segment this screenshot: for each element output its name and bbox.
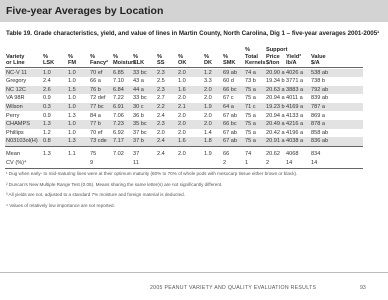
table-cell: 7.23 [113,121,124,128]
table-cell: 2.2 [157,103,165,110]
table-cell: 76 b [90,86,101,93]
variety-name: NC-V 11 [6,69,28,76]
table-cell: 67 c [223,95,234,102]
column-header: % [178,53,183,60]
table-cell: 6.92 [113,129,124,136]
table-cell: 4169 a [286,103,304,110]
table-cell: 70 ef [90,129,103,136]
table-row [5,94,363,103]
table-cell: 75 a [245,138,256,145]
column-header: LSK [43,60,55,67]
column-header: % [113,53,118,60]
table-cell: 0.9 [43,95,51,102]
column-header: % [90,53,95,60]
table-cell: 1.0 [68,129,76,136]
table-cell: 2.6 [43,86,51,93]
table-cell: 3.3 [204,78,212,85]
table-cell: 75 a [245,121,256,128]
table-cell: 20.49 a [266,121,285,128]
table-cell: 1.9 [204,103,212,110]
table-cell: 787 a [311,103,325,110]
table-cell: 20.91 a [266,138,285,145]
column-header: % [204,53,209,60]
table-cell: 7.10 [113,78,124,85]
stat-cell: 20.62 [266,150,280,157]
column-header: % [157,53,162,60]
table-cell: 2.4 [43,78,51,85]
stat-cell: 2 [223,159,227,166]
table-cell: 0.8 [43,138,51,145]
column-header: OK [178,60,187,67]
column-header: lb/A [286,60,297,67]
table-cell: 1.3 [43,121,51,128]
variety-name: Wilson [6,103,23,110]
column-header: SS [157,60,165,67]
column-header: Variety [6,53,25,60]
stat-cell: 4068 [286,150,299,157]
table-cell: 2.0 [178,95,186,102]
table-cell: 75 a [245,112,256,119]
page-title: Five-year Averages by Location [6,5,164,17]
table-cell: 33 bc [133,69,147,76]
column-header: Support [266,47,288,54]
column-header: % [133,53,138,60]
stat-cell: 75 [90,150,97,157]
table-cell: 20.90 a [266,69,285,76]
column-header: Fancy² [90,60,109,67]
table-cell: 2.0 [204,95,212,102]
table-cell: 2.4 [157,138,165,145]
footer-publication-title: 2005 PEANUT VARIETY AND QUALITY EVALUATION RESULTS [150,285,317,291]
table-cell: 869 a [311,112,325,119]
table-row [5,112,363,121]
table-cell: 37 b [133,138,144,145]
table-cell: 2.0 [178,69,186,76]
table-cell: 1.0 [68,78,76,85]
stat-cell: 14 [286,159,293,166]
stat-cell: 2 [266,159,270,166]
table-cell: 77 b [90,121,101,128]
variety-name: Perry [6,112,20,119]
table-cell: 19.34 b [266,78,285,85]
column-header: Price [266,53,280,60]
table-cell: 20.63 a [266,86,285,93]
table-cell: 1.0 [43,69,51,76]
cv-row [5,159,363,168]
footnote: ¹ Dug when early- to mid-maturing lines were at their optimum maturity (80% to 70% of whole pods with mesocarp tissue either brown or black). [6,171,298,177]
table-cell: 6.84 [113,86,124,93]
table-cell: 4026 a [286,69,304,76]
table-row [5,77,363,86]
table-cell: 64 a [223,103,234,110]
table-cell: 2.0 [178,112,186,119]
stat-cell: 1.1 [68,150,76,157]
stat-cell: 1.9 [204,150,212,157]
column-header: % [223,53,228,60]
column-header: DK [204,60,213,67]
table-cell: 7.06 [113,112,124,119]
table-cell: 792 ab [311,86,329,93]
column-header: $/A [311,60,320,67]
table-cell: 6.91 [113,103,124,110]
table-cell: 7.17 [113,138,124,145]
stat-cell: 14 [311,159,318,166]
footnote: ³ All yields are not, adjusted to a standard 7% moisture and foreign material is deducted. [6,192,186,198]
table-cell: 1.0 [68,121,76,128]
stat-cell: 66 [223,150,230,157]
table-cell: 2.1 [178,103,186,110]
stat-cell: 2.4 [157,150,165,157]
table-caption: Table 19. Grade characteristics, yield, and value of lines in Martin County, North Carolina, Dig 1 – five-year averages 2001-2005¹ [6,30,380,37]
table-cell: 1.6 [178,86,186,93]
column-header: Yield³ [286,53,302,60]
column-header: % [245,47,250,54]
table-row [5,120,363,129]
table-cell: 2.7 [157,95,165,102]
table-cell: 1.2 [43,129,51,136]
table-cell: 4196 a [286,129,304,136]
variety-name: VA 98R [6,95,25,102]
table-cell: 73 b [245,78,256,85]
stats-rule [5,146,363,147]
page-header-band [0,0,388,22]
column-header: or Line [6,60,25,67]
stat-cell: 7.02 [113,150,124,157]
table-cell: 1.0 [68,103,76,110]
table-cell: 74 a [245,69,256,76]
table-cell: 20.94 a [266,112,285,119]
column-header: SMK [223,60,236,67]
table-cell: 36 b [133,112,144,119]
table-cell: 20.42 a [266,129,285,136]
stat-cell: 1.3 [43,150,51,157]
table-cell: 66 bc [223,121,237,128]
table-cell: 878 a [311,121,325,128]
table-cell: 1.3 [68,112,76,119]
table-cell: 1.3 [68,138,76,145]
table-cell: 43 a [133,78,144,85]
table-cell: 60 d [223,78,234,85]
stat-cell: 2.0 [178,150,186,157]
footnote: ² Duncan's New Multiple Range Test (0.05). Means sharing the same letter(s) are not significantly different. [6,181,223,187]
table-cell: 538 ab [311,69,329,76]
table-cell: 2.0 [178,121,186,128]
table-row [5,103,363,112]
table-cell: 67 ab [223,138,237,145]
table-cell: 1.2 [204,69,212,76]
table-cell: 1.5 [68,86,76,93]
table-cell: 2.3 [157,121,165,128]
table-cell: 1.0 [68,95,76,102]
stat-cell: 11 [133,159,139,166]
table-cell: 69 ab [223,69,237,76]
table-cell: 4038 a [286,138,304,145]
table-cell: 66 bc [223,86,237,93]
variety-name: Gregory [6,78,27,85]
column-header: % [68,53,73,60]
table-cell: 70 ef [90,69,103,76]
table-cell: 44 a [133,86,144,93]
table-cell: 72 def [90,95,106,102]
stat-label: Mean [6,150,20,157]
table-row [5,129,363,138]
stat-cell: 1 [245,159,249,166]
column-header: Moisture [113,60,137,67]
table-cell: 738 b [311,78,325,85]
table-cell: 3883 a [286,86,304,93]
stat-cell: 37 [133,150,140,157]
table-cell: 75 a [245,129,256,136]
column-header: Kernels [245,60,266,67]
table-row [5,69,363,78]
table-cell: 84 a [90,112,101,119]
table-cell: 37 bc [133,129,147,136]
table-cell: 0.3 [43,103,51,110]
stat-cell: 834 [311,150,321,157]
column-header: FM [68,60,77,67]
table-cell: 71 c [245,103,256,110]
table-cell: 20.94 a [266,95,285,102]
table-cell: 0.9 [43,112,51,119]
table-cell: 2.4 [157,112,165,119]
table-cell: 2.0 [157,129,165,136]
variety-name: CHAMPS [6,121,30,128]
table-cell: 2.3 [157,69,165,76]
table-cell: 2.0 [204,86,212,93]
stat-cell: 74 [245,150,252,157]
table-cell: 858 ab [311,129,329,136]
table-cell: 33 bc [133,95,147,102]
table-cell: 1.8 [204,138,212,145]
table-cell: 7.22 [113,95,124,102]
table-cell: 1.0 [68,69,76,76]
column-header: $/ton [266,60,280,67]
table-cell: 2.0 [204,121,212,128]
table-cell: 75 a [245,86,256,93]
table-cell: 67 ab [223,112,237,119]
table-cell: 4133 a [286,112,304,119]
table-cell: 1.6 [178,138,186,145]
table-row [5,86,363,95]
variety-name: Phillips [6,129,24,136]
variety-name: N03103ol(H) [6,138,38,145]
page-number: 93 [360,285,366,291]
column-header: Total [245,53,258,60]
table-cell: 30 c [133,103,144,110]
table-cell: 73 cde [90,138,107,145]
table-cell: 75 a [245,95,256,102]
footer-divider [0,272,388,273]
table-cell: 35 bc [133,121,147,128]
table-cell: 2.3 [157,86,165,93]
stat-label: CV (%)⁴ [6,159,27,166]
stat-cell: 9 [90,159,94,166]
table-cell: 2.0 [204,112,212,119]
table-cell: 2.5 [157,78,165,85]
table-cell: 19.23 b [266,103,285,110]
table-cell: 2.0 [178,129,186,136]
table-cell: 67 ab [223,129,237,136]
table-cell: 4011 a [286,95,303,102]
table-cell: 77 bc [90,103,104,110]
column-header: % [43,53,48,60]
mean-row [5,150,363,159]
column-header: Value [311,53,326,60]
table-row [5,137,363,146]
table-cell: 66 a [90,78,101,85]
footnote: ⁴ Values of relatively low importance are not reported. [6,202,115,208]
table-cell: 839 ab [311,95,329,102]
table-cell: 4216 a [286,121,304,128]
table-cell: 836 ab [311,138,329,145]
variety-name: NC 12C [6,86,26,93]
table-cell: 3771 a [286,78,304,85]
column-header: ELK [133,60,145,67]
table-cell: 1.0 [178,78,186,85]
table-cell: 1.4 [204,129,212,136]
table-cell: 6.85 [113,69,124,76]
table-end-rule [5,168,363,169]
